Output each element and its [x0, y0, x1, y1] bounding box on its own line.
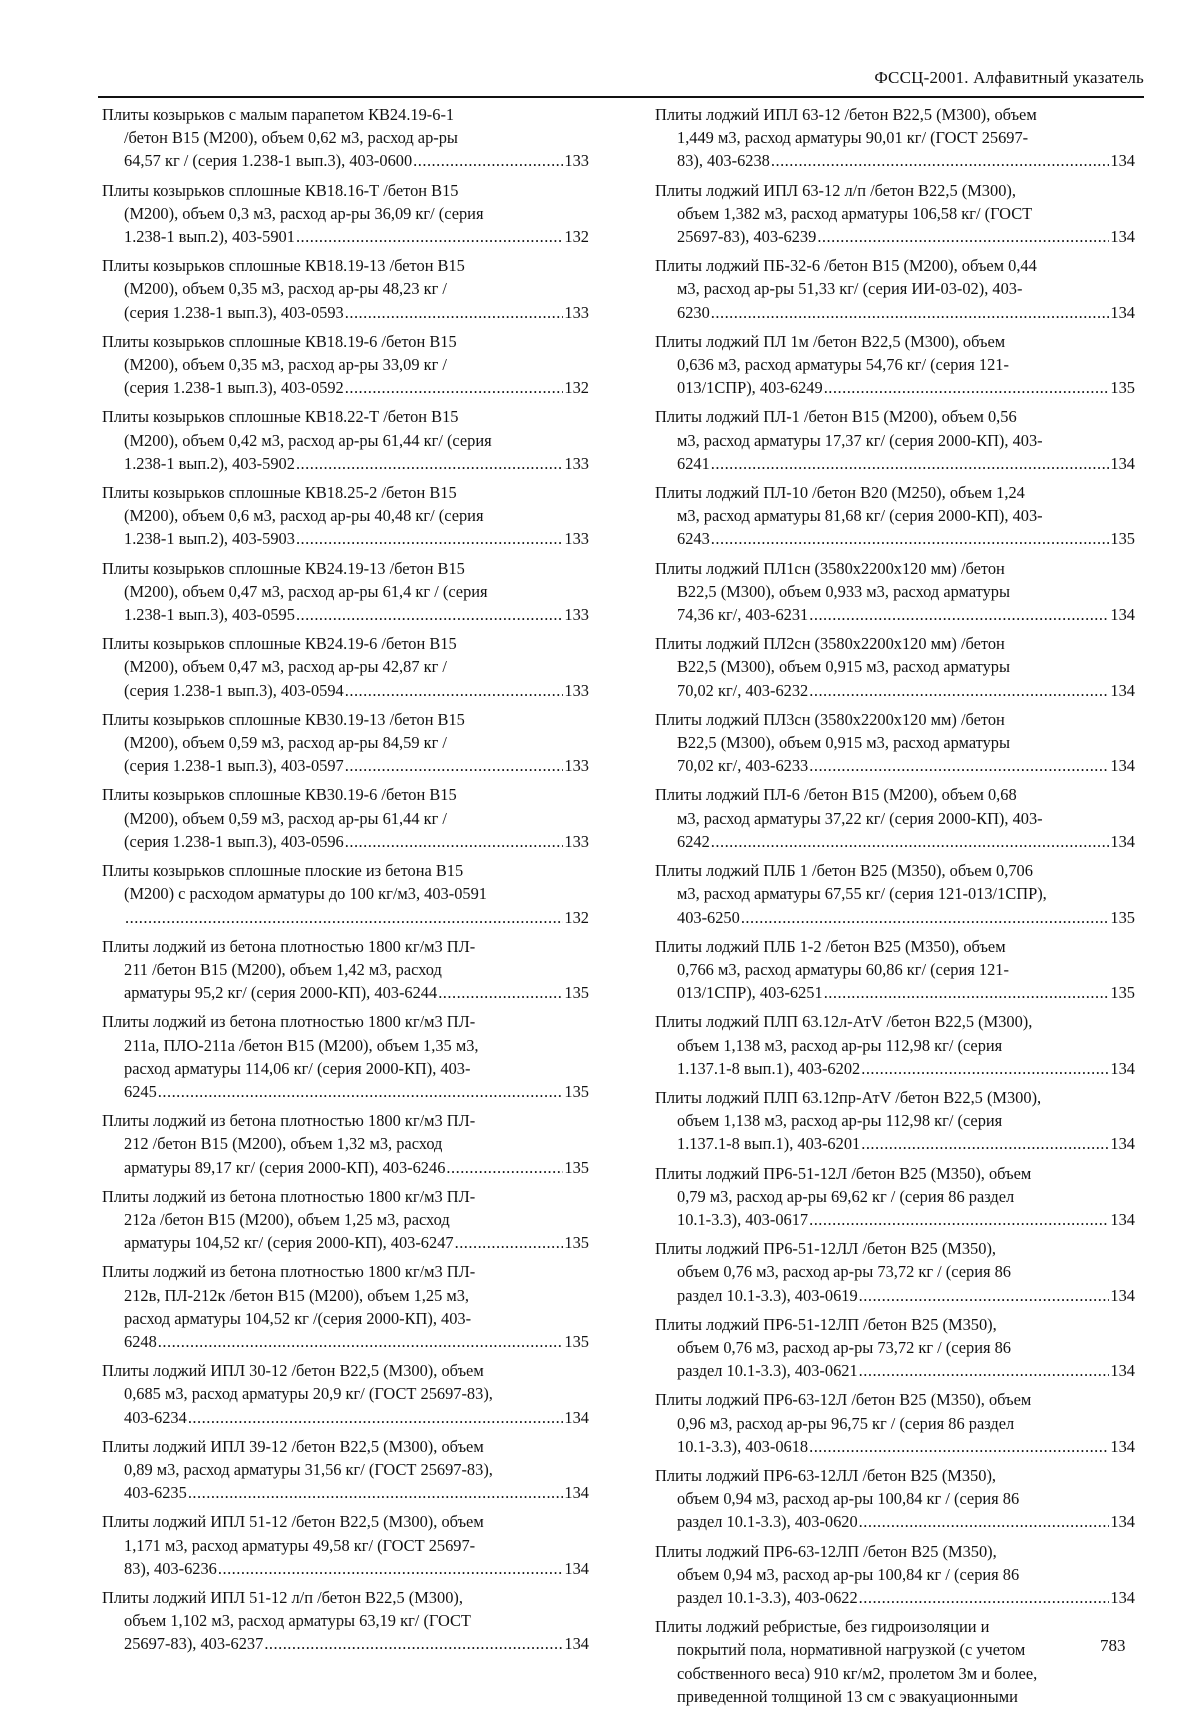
index-entry-line: Плиты лоджий из бетона плотностью 1800 кг/м3 ПЛ- [102, 1262, 476, 1282]
index-entry-page-ref: 134 [1110, 1436, 1135, 1456]
index-entry-line: Плиты козырьков сплошные КВ18.19-13 /бетон В15 [102, 256, 465, 276]
index-entry-line: Плиты лоджий ПЛ1сн (3580х2200х120 мм) /бетон [655, 558, 1005, 578]
index-entry-last-line [655, 1359, 1135, 1382]
index-entry [655, 783, 1135, 853]
index-entry-line: собственного веса) 910 кг/м2, пролетом 3м и более, [677, 1663, 1038, 1683]
index-entry-page-ref: 134 [564, 1558, 589, 1578]
index-entry-last-line [655, 1208, 1135, 1231]
index-entry [655, 1388, 1135, 1458]
index-entry-last-line [655, 1284, 1135, 1307]
index-entry-text: 1.137.1-8 вып.1), 403-6201 [677, 1134, 861, 1154]
index-entry [102, 179, 589, 249]
index-entry-page-ref: 132 [564, 907, 589, 927]
index-entry-line: Плиты лоджий ИПЛ 30-12 /бетон В22,5 (M300), объем [102, 1361, 484, 1381]
index-entry-text: 403-6235 [124, 1483, 187, 1503]
dot-leader [741, 906, 1110, 929]
dot-leader [345, 376, 564, 399]
index-entry [655, 1086, 1135, 1156]
index-entry-text: 1.238-1 вып.2), 403-5903 [124, 529, 295, 549]
index-entry-last-line [102, 830, 589, 853]
index-entry-line: 0,89 м3, расход арматуры 31,56 кг/ (ГОСТ 25697-83), [124, 1459, 493, 1479]
index-entry-last-line [655, 225, 1135, 248]
index-entry [102, 632, 589, 702]
index-entry-text: (серия 1.238-1 вып.3), 403-0597 [124, 756, 344, 776]
index-entry-line: Плиты лоджий ИПЛ 51-12 /бетон В22,5 (M300), объем [102, 1512, 484, 1532]
index-entry-page-ref: 135 [1110, 529, 1135, 549]
index-entry-line: Плиты лоджий ИПЛ 63-12 /бетон В22,5 (M300), объем [655, 105, 1037, 124]
index-entry-line: объем 0,76 м3, расход ар-ры 73,72 кг / (серия 86 [677, 1337, 1011, 1357]
index-entry-last-line [102, 981, 589, 1004]
index-entry-line: объем 1,382 м3, расход арматуры 106,58 кг/ (ГОСТ [677, 203, 1033, 223]
index-entry-last-line [655, 376, 1135, 399]
dot-leader [345, 301, 564, 324]
index-entry-text: 74,36 кг/, 403-6231 [677, 605, 809, 625]
index-entry-line: 212 /бетон В15 (M200), объем 1,32 м3, расход [124, 1134, 443, 1154]
index-entry-line: Плиты козырьков сплошные КВ24.19-6 /бетон В15 [102, 634, 457, 654]
index-entry-line: (M200), объем 0,6 м3, расход ар-ры 40,48 кг/ (серия [124, 506, 484, 526]
index-entry [102, 783, 589, 853]
index-entry-line: 0,685 м3, расход арматуры 20,9 кг/ (ГОСТ 25697-83), [124, 1384, 493, 1404]
index-entry-line: (M200), объем 0,42 м3, расход ар-ры 61,44 кг/ (серия [124, 430, 492, 450]
index-entry-page-ref: 135 [564, 1081, 589, 1101]
dot-leader [455, 1231, 564, 1254]
index-entry-last-line [102, 754, 589, 777]
dot-leader [809, 603, 1109, 626]
index-entry-last-line [655, 1132, 1135, 1155]
index-entry [102, 859, 589, 929]
index-entry-last-line [102, 1156, 589, 1179]
index-entry-page-ref: 133 [564, 680, 589, 700]
index-entry [655, 632, 1135, 702]
index-entry-text: (серия 1.238-1 вып.3), 403-0592 [124, 378, 344, 398]
index-entry [655, 330, 1135, 400]
index-entry-line: Плиты козырьков сплошные КВ30.19-6 /бетон В15 [102, 785, 457, 805]
index-entry-line: (M200), объем 0,47 м3, расход ар-ры 61,4 кг / (серия [124, 581, 488, 601]
index-entry [655, 557, 1135, 627]
index-entry [102, 481, 589, 551]
index-entry [655, 1162, 1135, 1232]
index-entry-page-ref: 134 [1110, 302, 1135, 322]
dot-leader [711, 830, 1110, 853]
index-entry [102, 1510, 589, 1580]
index-entry-line: Плиты козырьков сплошные КВ18.16-Т /бетон В15 [102, 180, 459, 200]
index-entry-line: м3, расход арматуры 17,37 кг/ (серия 2000-КП), 403- [677, 430, 1043, 450]
index-entry-line: Плиты лоджий ПЛ2сн (3580х2200х120 мм) /бетон [655, 634, 1005, 654]
dot-leader [824, 981, 1110, 1004]
dot-leader [711, 301, 1110, 324]
index-entry-text: 6248 [124, 1331, 157, 1351]
index-entry-line: Плиты лоджий ПЛБ 1-2 /бетон В25 (M350), объем [655, 936, 1006, 956]
dot-leader [296, 452, 563, 475]
dot-leader [158, 1080, 564, 1103]
index-entry [102, 1359, 589, 1429]
index-entry-page-ref: 133 [564, 453, 589, 473]
index-entry-text: 013/1СПР), 403-6249 [677, 378, 823, 398]
index-entry-line: Плиты лоджий ПЛП 63.12л-АтV /бетон В22,5 (M300), [655, 1012, 1033, 1032]
index-entry-line: Плиты козырьков сплошные КВ24.19-13 /бетон В15 [102, 558, 465, 578]
index-entry-last-line [102, 149, 589, 172]
index-entry [102, 405, 589, 475]
index-entry-page-ref: 134 [1110, 680, 1135, 700]
index-entry-text: 10.1-3.3), 403-0618 [677, 1436, 809, 1456]
index-entry-line: Плиты лоджий ПБ-32-6 /бетон В15 (M200), объем 0,44 [655, 256, 1037, 276]
index-entry-last-line [102, 376, 589, 399]
index-entry-page-ref: 135 [1110, 378, 1135, 398]
index-entry-line: объем 0,94 м3, расход ар-ры 100,84 кг / (серия 86 [677, 1564, 1020, 1584]
index-entry-page-ref: 135 [564, 1157, 589, 1177]
index-entry-line: объем 0,94 м3, расход ар-ры 100,84 кг / (серия 86 [677, 1489, 1020, 1509]
index-entry-page-ref: 135 [1110, 983, 1135, 1003]
index-entry-line: расход арматуры 114,06 кг/ (серия 2000-КП), 403- [124, 1058, 471, 1078]
index-entry-line: (M200), объем 0,59 м3, расход ар-ры 84,59 кг / [124, 733, 447, 753]
index-entry-last-line [655, 679, 1135, 702]
dot-leader [711, 527, 1110, 550]
index-entry-text: 83), 403-6238 [677, 151, 770, 171]
index-entry-line: объем 1,138 м3, расход ар-ры 112,98 кг/ (серия [677, 1111, 1003, 1131]
index-entry-last-line [655, 906, 1135, 929]
index-entry-page-ref: 134 [564, 1483, 589, 1503]
index-entry-last-line [102, 1330, 589, 1353]
index-entry-text: арматуры 89,17 кг/ (серия 2000-КП), 403-6246 [124, 1157, 446, 1177]
dot-leader [809, 1435, 1109, 1458]
page-number: 783 [1100, 1636, 1126, 1655]
index-entry-text: 1.238-1 вып.2), 403-5902 [124, 453, 295, 473]
index-entry [102, 1010, 589, 1103]
index-entry-line: Плиты лоджий из бетона плотностью 1800 кг/м3 ПЛ- [102, 1111, 476, 1131]
index-entry-page-ref: 135 [564, 983, 589, 1003]
dot-leader [711, 452, 1110, 475]
index-entry [655, 1313, 1135, 1383]
index-entry [102, 708, 589, 778]
index-entry-line: Плиты лоджий ПЛБ 1 /бетон В25 (M350), объем 0,706 [655, 861, 1033, 881]
index-entry-line: (M200) с расходом арматуры до 100 кг/м3, 403-0591 [124, 884, 487, 904]
index-entry-text: 25697-83), 403-6237 [124, 1634, 264, 1654]
index-entry-line: 212а /бетон В15 (M200), объем 1,25 м3, расход [124, 1209, 450, 1229]
index-entry-last-line [655, 830, 1135, 853]
index-entry-page-ref: 134 [1110, 453, 1135, 473]
index-entry-page-ref: 134 [1110, 1058, 1135, 1078]
index-entry-page-ref: 133 [564, 605, 589, 625]
index-entry-line: Плиты лоджий ИПЛ 39-12 /бетон В22,5 (M300), объем [102, 1436, 484, 1456]
index-entry-line: м3, расход арматуры 37,22 кг/ (серия 2000-КП), 403- [677, 808, 1043, 828]
index-entry-line: Плиты козырьков сплошные КВ18.22-Т /бетон В15 [102, 407, 459, 427]
index-entry [655, 1237, 1135, 1307]
index-entry-line: Плиты лоджий ПР6-51-12ЛП /бетон В25 (M350), [655, 1314, 997, 1334]
index-entry-page-ref: 133 [564, 831, 589, 851]
index-entry-line: Плиты козырьков с малым парапетом КВ24.19-6-1 [102, 105, 455, 124]
index-entry-line: Плиты козырьков сплошные плоские из бетона В15 [102, 861, 464, 881]
index-entry-last-line [102, 301, 589, 324]
running-header: ФССЦ-2001. Алфавитный указатель [874, 68, 1144, 87]
index-entry-line: Плиты козырьков сплошные КВ30.19-13 /бетон В15 [102, 709, 465, 729]
index-entry [655, 405, 1135, 475]
index-entry-text: 6241 [677, 453, 710, 473]
index-entry-line: (M200), объем 0,35 м3, расход ар-ры 33,09 кг / [124, 355, 447, 375]
index-entry-last-line [102, 1406, 589, 1429]
index-entry-last-line [655, 981, 1135, 1004]
index-entry-page-ref: 134 [564, 1407, 589, 1427]
dot-leader [817, 225, 1109, 248]
index-entry-text: 403-6234 [124, 1407, 187, 1427]
dot-leader [859, 1586, 1110, 1609]
index-entry-line: м3, расход арматуры 81,68 кг/ (серия 2000-КП), 403- [677, 506, 1043, 526]
index-entry-line: объем 1,138 м3, расход ар-ры 112,98 кг/ (серия [677, 1035, 1003, 1055]
index-entry-last-line [655, 527, 1135, 550]
index-entry-text: 1.137.1-8 вып.1), 403-6202 [677, 1058, 861, 1078]
dot-leader [125, 906, 563, 929]
index-entry-line: В22,5 (M300), объем 0,915 м3, расход арматуры [677, 657, 1011, 677]
index-entry-text: (серия 1.238-1 вып.3), 403-0593 [124, 302, 344, 322]
dot-leader [296, 603, 563, 626]
index-entry-last-line [655, 1057, 1135, 1080]
index-entry-line: Плиты лоджий из бетона плотностью 1800 кг/м3 ПЛ- [102, 936, 476, 956]
index-entry-line: 0,766 м3, расход арматуры 60,86 кг/ (серия 121- [677, 959, 1009, 979]
index-entry-last-line [102, 1557, 589, 1580]
dot-leader [771, 149, 1110, 172]
index-entry-line: Плиты лоджий ПЛ-10 /бетон В20 (M250), объем 1,24 [655, 483, 1025, 503]
index-entry-text: 6230 [677, 302, 710, 322]
index-entry-line: Плиты лоджий из бетона плотностью 1800 кг/м3 ПЛ- [102, 1012, 476, 1032]
index-entry-line: м3, расход арматуры 67,55 кг/ (серия 121-013/1СПР), [677, 884, 1047, 904]
index-entry-line: 211а, ПЛО-211а /бетон В15 (M200), объем 1,35 м3, [124, 1035, 479, 1055]
index-entry [655, 1540, 1135, 1610]
index-entry-last-line [102, 603, 589, 626]
index-entry-line: (M200), объем 0,3 м3, расход ар-ры 36,09 кг/ (серия [124, 203, 484, 223]
index-entry-page-ref: 134 [1110, 151, 1135, 171]
index-entry-page-ref: 134 [1110, 1209, 1135, 1229]
index-entry-line: Плиты лоджий ПЛ-1 /бетон В15 (M200), объем 0,56 [655, 407, 1017, 427]
index-entry-text: раздел 10.1-3.3), 403-0621 [677, 1361, 858, 1381]
dot-leader [158, 1330, 564, 1353]
index-entry-line: Плиты лоджий ПР6-51-12ЛЛ /бетон В25 (M350), [655, 1239, 997, 1259]
index-entry [102, 1586, 589, 1656]
index-column-right [655, 103, 1135, 1714]
index-entry [102, 1185, 589, 1255]
dot-leader [345, 830, 564, 853]
index-entry-line: Плиты лоджий ПЛ 1м /бетон В22,5 (M300), объем [655, 331, 1006, 351]
index-entry-line: (M200), объем 0,59 м3, расход ар-ры 61,44 кг / [124, 808, 447, 828]
dot-leader [859, 1359, 1110, 1382]
index-entry-line: приведенной толщиной 13 см с эвакуационными [677, 1686, 1018, 1706]
dot-leader [413, 149, 563, 172]
index-entry-line: Плиты лоджий ПЛП 63.12пр-АтV /бетон В22,5 (M300), [655, 1087, 1042, 1107]
index-entry [655, 935, 1135, 1005]
index-entry-page-ref: 133 [564, 302, 589, 322]
index-entry-line: Плиты лоджий ИПЛ 51-12 л/п /бетон В22,5 (M300), [102, 1587, 463, 1607]
index-entry-line: объем 0,76 м3, расход ар-ры 73,72 кг / (серия 86 [677, 1262, 1011, 1282]
dot-leader [188, 1481, 564, 1504]
index-entry-last-line [655, 1586, 1135, 1609]
index-entry-text: 403-6250 [677, 907, 740, 927]
index-entry-page-ref: 134 [1110, 1134, 1135, 1154]
dot-leader [809, 754, 1109, 777]
dot-leader [859, 1510, 1110, 1533]
index-entry [655, 1010, 1135, 1080]
index-entry [102, 1109, 589, 1179]
index-entry-last-line [655, 1435, 1135, 1458]
dot-leader [438, 981, 563, 1004]
index-entry-text: 70,02 кг/, 403-6233 [677, 756, 809, 776]
index-entry [102, 935, 589, 1005]
index-entry-line: Плиты лоджий ПР6-63-12ЛП /бетон В25 (M350), [655, 1541, 997, 1561]
index-entry-line: (M200), объем 0,47 м3, расход ар-ры 42,87 кг / [124, 657, 447, 677]
index-entry-line: Плиты лоджий из бетона плотностью 1800 кг/м3 ПЛ- [102, 1186, 476, 1206]
index-entry-page-ref: 134 [1110, 1587, 1135, 1607]
index-entry-line: м3, расход ар-ры 51,33 кг/ (серия ИИ-03-02), 403- [677, 279, 1023, 299]
index-entry-last-line [102, 1481, 589, 1504]
index-entry [102, 1435, 589, 1505]
index-entry-text: 6243 [677, 529, 710, 549]
dot-leader [264, 1632, 563, 1655]
index-entry-line: Плиты лоджий ИПЛ 63-12 л/п /бетон В22,5 (M300), [655, 180, 1016, 200]
index-entry-last-line [655, 452, 1135, 475]
index-entry-last-line [102, 1632, 589, 1655]
dot-leader [345, 754, 564, 777]
index-entry-line: покрытий пола, нормативной нагрузкой (с учетом [677, 1640, 1026, 1660]
index-entry [655, 481, 1135, 551]
index-entry-text: раздел 10.1-3.3), 403-0619 [677, 1285, 858, 1305]
dot-leader [859, 1284, 1110, 1307]
index-entry-last-line [102, 1080, 589, 1103]
index-column-left [102, 103, 589, 1662]
index-entry-last-line [655, 603, 1135, 626]
index-entry-text: арматуры 104,52 кг/ (серия 2000-КП), 403-6247 [124, 1233, 454, 1253]
index-entry-line: 1,171 м3, расход арматуры 49,58 кг/ (ГОСТ 25697- [124, 1535, 476, 1555]
index-entry-page-ref: 135 [564, 1233, 589, 1253]
index-entry-page-ref: 134 [564, 1634, 589, 1654]
dot-leader [218, 1557, 564, 1580]
index-entry-text: арматуры 95,2 кг/ (серия 2000-КП), 403-6244 [124, 983, 438, 1003]
dot-leader [296, 527, 563, 550]
index-entry-last-line [102, 452, 589, 475]
index-entry-line: 1,449 м3, расход арматуры 90,01 кг/ (ГОСТ 25697- [677, 128, 1029, 148]
dot-leader [861, 1057, 1109, 1080]
index-entry-line: Плиты лоджий ПР6-51-12Л /бетон В25 (M350), объем [655, 1163, 1032, 1183]
index-entry-page-ref: 134 [1110, 1512, 1135, 1532]
index-entry-line: объем 1,102 м3, расход арматуры 63,19 кг/ (ГОСТ [124, 1611, 471, 1631]
index-entry-page-ref: 132 [564, 227, 589, 247]
index-entry-text: раздел 10.1-3.3), 403-0620 [677, 1512, 858, 1532]
index-entry-page-ref: 134 [1110, 1361, 1135, 1381]
index-entry-line: (M200), объем 0,35 м3, расход ар-ры 48,23 кг / [124, 279, 447, 299]
index-entry-line: 211 /бетон В15 (M200), объем 1,42 м3, расход [124, 959, 442, 979]
dot-leader [296, 225, 563, 248]
index-entry [102, 1260, 589, 1353]
index-entry [655, 1615, 1135, 1708]
index-entry-line: Плиты лоджий ребристые, без гидроизоляции и [655, 1617, 990, 1637]
index-entry [102, 254, 589, 324]
index-entry-line: 212в, ПЛ-212к /бетон В15 (M200), объем 1,25 м3, [124, 1285, 470, 1305]
index-entry-line: 0,79 м3, расход ар-ры 69,62 кг / (серия 86 раздел [677, 1186, 1015, 1206]
index-entry-page-ref: 134 [1110, 756, 1135, 776]
index-entry-page-ref: 134 [1110, 1285, 1135, 1305]
index-entry [655, 103, 1135, 173]
index-entry-text: 25697-83), 403-6239 [677, 227, 817, 247]
dot-leader [188, 1406, 564, 1429]
index-entry-page-ref: 134 [1110, 227, 1135, 247]
index-entry-text: 6242 [677, 831, 710, 851]
index-entry [102, 330, 589, 400]
index-entry-text: раздел 10.1-3.3), 403-0622 [677, 1587, 858, 1607]
dot-leader [809, 1208, 1109, 1231]
header-rule [98, 96, 1144, 98]
index-entry-last-line [655, 149, 1135, 172]
index-entry-line: Плиты лоджий ПЛ-6 /бетон В15 (M200), объем 0,68 [655, 785, 1017, 805]
index-entry [655, 708, 1135, 778]
index-entry-line: Плиты лоджий ПЛ3сн (3580х2200х120 мм) /бетон [655, 709, 1005, 729]
index-entry-text: 64,57 кг / (серия 1.238-1 вып.3), 403-0600 [124, 151, 413, 171]
index-entry-line: Плиты лоджий ПР6-63-12ЛЛ /бетон В25 (M350), [655, 1465, 997, 1485]
dot-leader [824, 376, 1110, 399]
index-entry-last-line [102, 1231, 589, 1254]
index-entry-last-line [102, 679, 589, 702]
index-entry-page-ref: 135 [1110, 907, 1135, 927]
index-entry-line: /бетон B15 (M200), объем 0,62 м3, расход ар-ры [124, 128, 458, 148]
index-entry-last-line [102, 225, 589, 248]
index-entry [655, 1464, 1135, 1534]
index-entry-line: В22,5 (M300), объем 0,933 м3, расход арматуры [677, 581, 1011, 601]
index-entry [655, 179, 1135, 249]
index-entry-text: (серия 1.238-1 вып.3), 403-0594 [124, 680, 344, 700]
index-entry-text: 6245 [124, 1081, 157, 1101]
index-entry [102, 557, 589, 627]
dot-leader [861, 1132, 1109, 1155]
index-entry-line: 0,636 м3, расход арматуры 54,76 кг/ (серия 121- [677, 355, 1009, 375]
dot-leader [446, 1156, 563, 1179]
index-entry-last-line [102, 906, 589, 929]
index-entry-line: Плиты лоджий ПР6-63-12Л /бетон В25 (M350), объем [655, 1390, 1032, 1410]
index-entry-page-ref: 134 [1110, 605, 1135, 625]
dot-leader [345, 679, 564, 702]
index-entry [655, 254, 1135, 324]
index-entry [102, 103, 589, 173]
index-entry-text: 70,02 кг/, 403-6232 [677, 680, 809, 700]
index-entry-text: 013/1СПР), 403-6251 [677, 983, 823, 1003]
index-entry-page-ref: 133 [564, 151, 589, 171]
index-entry-last-line [655, 754, 1135, 777]
index-entry-page-ref: 133 [564, 529, 589, 549]
index-entry-text: (серия 1.238-1 вып.3), 403-0596 [124, 831, 344, 851]
index-entry-last-line [102, 527, 589, 550]
index-entry [655, 859, 1135, 929]
index-entry-page-ref: 134 [1110, 831, 1135, 851]
index-entry-line: Плиты козырьков сплошные КВ18.25-2 /бетон В15 [102, 483, 457, 503]
index-entry-last-line [655, 1510, 1135, 1533]
index-entry-last-line [655, 301, 1135, 324]
index-entry-text: 1.238-1 вып.3), 403-0595 [124, 605, 295, 625]
index-entry-page-ref: 132 [564, 378, 589, 398]
index-entry-text: 10.1-3.3), 403-0617 [677, 1209, 809, 1229]
index-entry-page-ref: 133 [564, 756, 589, 776]
index-entry-line: 0,96 м3, расход ар-ры 96,75 кг / (серия 86 раздел [677, 1413, 1015, 1433]
index-entry-line: Плиты козырьков сплошные КВ18.19-6 /бетон В15 [102, 331, 457, 351]
index-entry-text: 83), 403-6236 [124, 1558, 217, 1578]
index-entry-text: 1.238-1 вып.2), 403-5901 [124, 227, 295, 247]
index-entry-line: расход арматуры 104,52 кг /(серия 2000-КП), 403- [124, 1308, 472, 1328]
dot-leader [809, 679, 1109, 702]
index-entry-line: В22,5 (M300), объем 0,915 м3, расход арматуры [677, 733, 1011, 753]
index-entry-page-ref: 135 [564, 1331, 589, 1351]
